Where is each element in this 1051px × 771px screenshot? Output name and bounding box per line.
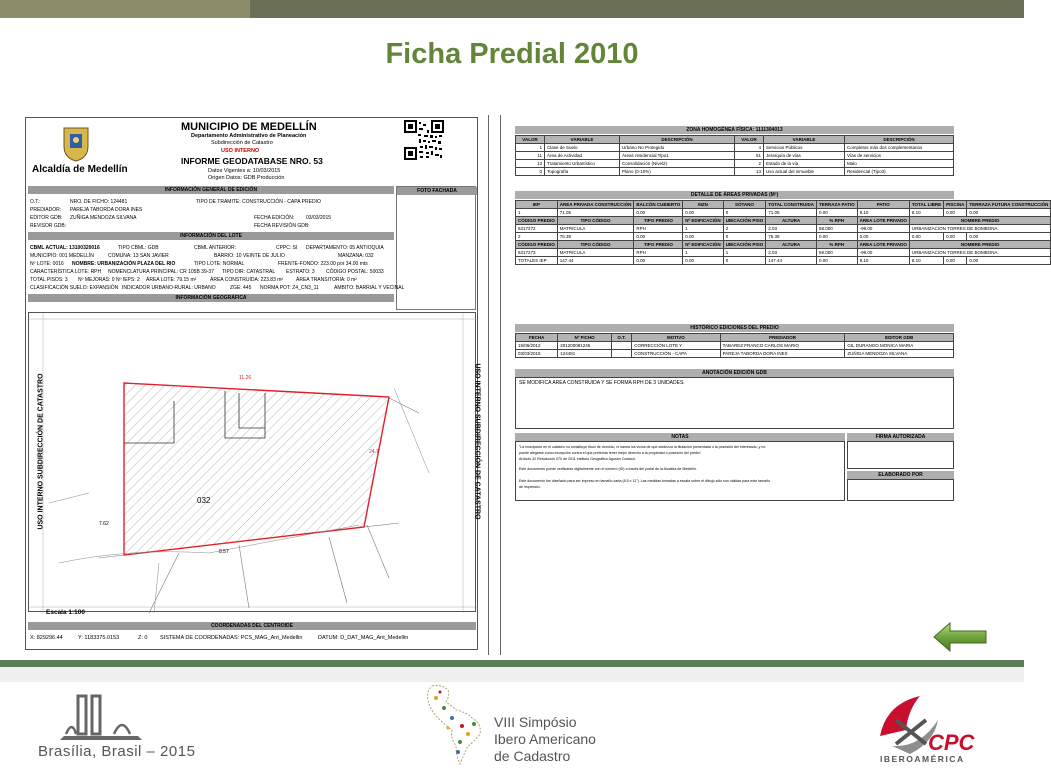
table-cell: Uso actual del inmueble <box>764 168 845 176</box>
right-sheet <box>515 126 1049 506</box>
table-cell: 2 <box>516 233 558 241</box>
top-bar-accent <box>0 0 250 18</box>
firma-box <box>847 441 954 469</box>
divider-line-1 <box>488 115 489 655</box>
table-cell: 1 <box>683 249 723 257</box>
info-lote-header: INFORMACIÓN DEL LOTE <box>28 232 394 240</box>
informe-label: INFORME GEODATABASE NRO. 53 <box>181 156 323 166</box>
tipo-tramite-label: TIPO DE TRÁMITE: CONSTRUCCIÓN - CAPA PREDIO <box>196 199 321 205</box>
coord-z: Z: 0 <box>138 635 148 641</box>
table-header-cell: % RPH <box>816 217 857 225</box>
departamento: DEPARTAMENTO: 05 ANTIOQUIA <box>306 245 384 251</box>
table-cell: 2.03 <box>766 249 817 257</box>
historico-table <box>515 333 954 358</box>
ficha-document <box>25 117 481 650</box>
table-cell: 147.44 <box>557 257 634 265</box>
table-header-cell: Nº EDIFICACIÓN <box>683 241 723 249</box>
notas-title: NOTAS <box>515 433 845 441</box>
table-cell: 0.00 <box>967 257 1051 265</box>
fecha-edicion-label: FECHA EDICIÓN: <box>254 215 295 221</box>
total-pisos: TOTAL PISOS: 3 <box>30 277 68 283</box>
estrato: ESTRATO: 3 <box>286 269 315 275</box>
table-cell: 76.39 <box>557 233 634 241</box>
table-header-cell: TIPO CÓDIGO <box>557 241 634 249</box>
prediador-value: PAREJA TABORDA DORA INES <box>70 207 143 213</box>
table-cell: URBANIZACION TORRES DE BOMBONA <box>909 225 1050 233</box>
tipo-cbml: TIPO CBML: GDB <box>118 245 159 251</box>
table-header-cell: Nº EDIFICACIÓN <box>683 217 723 225</box>
table-cell: 0.00 <box>683 257 723 265</box>
table-header-cell: IEP <box>516 201 558 209</box>
area-transitoria: ÁREA TRANSITORIA: 0 m² <box>296 277 357 283</box>
table-cell: 0 <box>723 257 766 265</box>
nips: Nº IEPS: 2 <box>116 277 140 283</box>
table-cell: Malo <box>845 160 954 168</box>
mejoras: Nº MEJORAS: 0 <box>78 277 115 283</box>
table-row <box>516 249 1051 257</box>
zona-header-cell: VALOR <box>516 136 545 144</box>
table-header-cell: MOTIVO <box>632 334 720 342</box>
table-cell: 8.10 <box>857 257 909 265</box>
table-row <box>516 217 1051 225</box>
zona-header-cell: DESCRIPCIÓN <box>845 136 954 144</box>
table-cell: 0.00 <box>967 233 1051 241</box>
table-cell: Área de Actividad <box>545 152 620 160</box>
table-cell: MATRICULA <box>557 249 634 257</box>
coord-x: X: 829296.44 <box>30 635 63 641</box>
table-cell: 201200081245 <box>558 342 612 350</box>
table-cell: 0.00 <box>634 257 683 265</box>
svg-text:24.7: 24.7 <box>369 449 379 455</box>
table-row <box>516 160 954 168</box>
table-header-cell: TERRAZA FUTURA CONSTRUCCIÓN <box>967 201 1051 209</box>
cbml-anterior: CBML ANTERIOR: <box>194 245 237 251</box>
table-row <box>516 342 954 350</box>
anotacion-box <box>515 377 954 429</box>
table-header-cell: FECHA <box>516 334 558 342</box>
table-cell: 15/06/2012 <box>516 342 558 350</box>
departamento-label: Departamento Administrativo de Planeación <box>191 133 307 139</box>
qr-code <box>404 120 444 160</box>
table-cell: URBANIZACION TORRES DE BOMBONA <box>909 249 1050 257</box>
municipio-row: MUNICIPIO: 001 MEDELLÍN <box>30 253 94 259</box>
zona-header-cell: VALOR <box>735 136 764 144</box>
table-cell: CORRECCIÓN LOTE Y <box>632 342 720 350</box>
totales-row <box>516 257 1051 265</box>
table-cell: Vías de servicios <box>845 152 954 160</box>
table-header-cell: NOMBRE PREDIO <box>909 217 1050 225</box>
table-header-cell: UBICACIÓN PISO <box>723 217 766 225</box>
table-cell: 2 <box>735 160 764 168</box>
cppc: CPPC: SI <box>276 245 298 251</box>
table-header-cell: ALTURA <box>766 241 817 249</box>
table-cell: ZUÑIGA MENDOZA SILVANA <box>845 350 954 358</box>
table-header-cell: O.T. <box>611 334 631 342</box>
divider-line-2 <box>500 115 501 655</box>
table-header-cell: UBICACIÓN PISO <box>723 241 766 249</box>
back-arrow-button[interactable] <box>932 620 988 654</box>
table-cell: 0 <box>723 233 766 241</box>
table-cell: 0.00 <box>967 209 1051 217</box>
notas-line: de impresión. <box>519 485 541 489</box>
table-cell: 61 <box>735 152 764 160</box>
table-cell: RPH <box>634 225 683 233</box>
codigo-postal: CÓDIGO POSTAL: 50033 <box>326 269 384 275</box>
event-line-1: VIII Simpósio <box>494 714 577 730</box>
svg-text:8.57: 8.57 <box>219 549 229 555</box>
event-line-3: de Cadastro <box>494 748 571 764</box>
brasilia-logo <box>56 690 146 740</box>
table-cell: 0 <box>516 168 545 176</box>
table-cell: Topografía <box>545 168 620 176</box>
area-construida: ÁREA CONSTRUIDA: 223.83 m² <box>210 277 284 283</box>
anotacion-text: SE MODIFICA AREA CONSTRUIDA Y SE FORMA RPH DE 3 UNIDADES. <box>519 380 685 386</box>
table-header-cell: % RPH <box>816 241 857 249</box>
table-cell: Completos más dos complementarios <box>845 144 954 152</box>
table-row <box>516 334 954 342</box>
coordenadas-header: COORDENADAS DEL CENTROIDE <box>28 622 476 630</box>
medellin-coat-of-arms <box>62 124 90 162</box>
table-header-cell: CÓDIGO PREDIO <box>516 217 558 225</box>
table-cell: 8.10 <box>909 257 943 265</box>
table-cell: TABAREZ FRANCO CARLOS MARIO <box>720 342 845 350</box>
table-cell: 5317272 <box>516 225 558 233</box>
table-row <box>516 152 954 160</box>
table-cell: 1 <box>516 144 545 152</box>
barrio: BARRIO: 10 VEINTE DE JULIO <box>214 253 285 259</box>
notas-line: puede alegarse como excepción contra el que pretenda tener mejor derecho a la propiedad o posesión del predio". <box>519 451 703 455</box>
table-cell: PAREJA TABORDA DORA INES <box>720 350 845 358</box>
table-cell: Consolidación (Nivel2) <box>620 160 735 168</box>
table-cell <box>611 342 631 350</box>
nomenclatura: NOMENCLATURA PRINCIPAL: CR 105B 39-37 <box>108 269 214 275</box>
arrow-left-icon <box>932 620 988 654</box>
table-cell: 0.00 <box>634 209 683 217</box>
table-header-cell: TIPO PREDIO <box>634 241 683 249</box>
editor-label: EDITOR GDB: <box>30 215 63 221</box>
table-header-cell: Nº FICHO <box>558 334 612 342</box>
zona-header-cell: VARIABLE <box>545 136 620 144</box>
notas-line: Este documento puede verificarse digitalmente con el número (ID) a través del portal de la Alcaldía de Medellín. <box>519 467 697 471</box>
notas-line: Este documento fue diseñado para ser impreso en tamaño carta (8.5 x 11"). Las medidas tomadas a escala sobre el dibujo sólo son válidas para este tamaño <box>519 479 771 483</box>
table-cell: 0.00 <box>944 209 967 217</box>
table-row <box>516 144 954 152</box>
indicador: INDICADOR URBANO-RURAL: URBANO <box>122 285 216 291</box>
table-row <box>516 136 954 144</box>
table-header-cell: NOMBRE PREDIO <box>909 241 1050 249</box>
table-cell: 03/03/2015 <box>516 350 558 358</box>
table-header-cell: TIPO CÓDIGO <box>557 217 634 225</box>
clasificacion: CLASIFICACIÓN SUELO: EXPANSIÓN <box>30 285 119 291</box>
table-cell: 0.00 <box>944 233 967 241</box>
table-cell: Tratamiento Urbanístico <box>545 160 620 168</box>
zona-header-cell: DESCRIPCIÓN <box>620 136 735 144</box>
info-geografica-header: INFORMACIÓN GEOGRÁFICA <box>28 294 394 302</box>
notas-line: "La inscripción en el catastro no constituye título de dominio, ni sanea los vicios de que adolezca la titulación presentada o la posesión del interesado, y no <box>519 445 766 449</box>
footer-location: Brasília, Brasil – 2015 <box>38 743 196 760</box>
uso-interno-label: USO INTERNO <box>221 148 260 154</box>
firma-title: FIRMA AUTORIZADA <box>847 433 954 441</box>
table-cell: Urbano No Protegido <box>620 144 735 152</box>
foto-fachada-box <box>396 186 476 310</box>
table-cell: Residencial (Tipo3) <box>845 168 954 176</box>
table-cell: 76.39 <box>766 233 817 241</box>
table-row <box>516 350 954 358</box>
table-row <box>516 241 1051 249</box>
datum: DATUM: D_DAT_MAG_Ant_Medellin <box>318 635 409 641</box>
table-cell: 1 <box>683 225 723 233</box>
nlote: Nº LOTE: 0016 <box>30 261 64 267</box>
table-cell: 71.05 <box>557 209 634 217</box>
table-cell: 13 <box>735 168 764 176</box>
table-cell: Estado de la vía <box>764 160 845 168</box>
nombre: NOMBRE: URBANIZACIÓN PLAZA DEL RIO <box>72 261 176 267</box>
fecha-edicion-value: 03/03/2015 <box>306 215 332 221</box>
totales-label: TOTALES IEP <box>516 257 558 265</box>
cbml-actual: CBML ACTUAL: 13100320016 <box>30 245 100 251</box>
table-cell: 71.05 <box>766 209 817 217</box>
table-cell: 0.00 <box>816 209 857 217</box>
table-cell: 8.10 <box>857 209 909 217</box>
table-header-cell: MZN <box>683 201 723 209</box>
table-cell: 0.00 <box>816 233 857 241</box>
detalle-table <box>515 200 1051 265</box>
table-header-cell: ALTURA <box>766 217 817 225</box>
svg-text:11.26: 11.26 <box>239 375 252 381</box>
table-cell: RPH <box>634 249 683 257</box>
sistema-coordenadas: SISTEMA DE COORDENADAS: PCS_MAG_Ant_Medellin <box>160 635 303 641</box>
table-row <box>516 209 1051 217</box>
notas-line: Artículo 42 Resolución 070 de 2011 Instituto Geográfico Agustín Codazzi. <box>519 457 636 461</box>
table-cell: 2 <box>723 225 766 233</box>
table-cell: 124481 <box>558 350 612 358</box>
prediador-label: PREDIADOR: <box>30 207 62 213</box>
cpc-iberoamerica-logo <box>876 690 1016 764</box>
table-header-cell: TOTAL LIBRE <box>909 201 943 209</box>
subdireccion-label: Subdirección de Catastro <box>211 140 273 146</box>
table-cell: MATRICULA <box>557 225 634 233</box>
table-header-cell: PREDIADOR <box>720 334 845 342</box>
table-cell <box>611 350 631 358</box>
table-cell: Servicios Públicos <box>764 144 845 152</box>
table-cell: Áreas residencial Tipo1 <box>620 152 735 160</box>
foto-fachada-header: FOTO FACHADA <box>397 187 477 195</box>
escala-label: Escala 1:100 <box>46 609 86 616</box>
table-cell: Jerarquía de vías <box>764 152 845 160</box>
municipio-title: MUNICIPIO DE MEDELLÍN <box>181 121 317 133</box>
slide-title: Ficha Predial 2010 <box>385 38 639 70</box>
tipo-dir: TIPO DIR: CATASTRAL <box>222 269 276 275</box>
table-cell: Plano (0-10%) <box>620 168 735 176</box>
area-lote: ÁREA LOTE: 79.15 m² <box>146 277 197 283</box>
table-header-cell: ÁREA PRIVADA CONSTRUCCIÓN <box>557 201 634 209</box>
table-cell: 0.00 <box>634 233 683 241</box>
fecha-revision-label: FECHA REVISIÓN GDB: <box>254 223 310 229</box>
table-cell: -99.00 <box>857 225 909 233</box>
caracteristica: CARACTERÍSTICA LOTE: RPH <box>30 269 102 275</box>
table-cell: 0.00 <box>816 257 857 265</box>
norma-pot: NORMA POT: Z4_CN3_11 <box>260 285 319 291</box>
table-cell: Clase de Suelo <box>545 144 620 152</box>
table-row <box>516 233 1051 241</box>
table-header-cell: PISCINA <box>944 201 967 209</box>
table-cell: GIL DURANGO MONICA MARIA <box>845 342 954 350</box>
table-header-cell: TOTAL CONSTRUIDA <box>766 201 817 209</box>
table-cell: 11 <box>516 152 545 160</box>
alcaldia-label: Alcaldía de Medellín <box>32 164 128 175</box>
origen-label: Origen Datos: GDB Producción <box>208 175 285 181</box>
table-header-cell: TIPO PREDIO <box>634 217 683 225</box>
side-label-left: USO INTERNO SUBDIRECCIÓN DE CATASTRO <box>37 373 45 530</box>
ambito: AMBITO: BARRIAL Y VECINAL <box>334 285 405 291</box>
table-cell: 13 <box>516 160 545 168</box>
historico-title: HISTÓRICO EDICIONES DEL PREDIO <box>515 324 954 332</box>
table-cell: 0.00 <box>944 257 967 265</box>
table-cell: 0.00 <box>909 233 943 241</box>
table-cell: -99.00 <box>857 249 909 257</box>
table-header-cell: PATIO <box>857 201 909 209</box>
tipo-lote: TIPO LOTE: NORMAL <box>194 261 245 267</box>
table-cell: 1 <box>723 249 766 257</box>
lot-number: 032 <box>197 496 211 505</box>
iberoamerica-logo-text: IBEROAMÉRICA <box>880 754 965 764</box>
table-cell: 147.44 <box>766 257 817 265</box>
manzana: MANZANA: 032 <box>338 253 374 259</box>
datos-vigentes-label: Datos Vigentes a: 10/03/2015 <box>208 168 281 174</box>
coord-y: Y: 1183375.0153 <box>78 635 120 641</box>
zona-header-cell: VARIABLE <box>764 136 845 144</box>
table-cell: 0.00 <box>683 233 723 241</box>
table-cell: 59.000 <box>816 249 857 257</box>
table-cell: 0 <box>723 209 766 217</box>
table-header-cell: EDITOR GDB <box>845 334 954 342</box>
table-row <box>516 201 1051 209</box>
table-header-cell: ÁREA LOTE PRIVADO <box>857 241 909 249</box>
zge: ZGE: 445 <box>230 285 252 291</box>
table-cell: 1 <box>516 209 558 217</box>
zona-table <box>515 135 954 176</box>
revisor-label: REVISOR GDB: <box>30 223 67 229</box>
americas-map-logo <box>422 684 488 766</box>
elaborado-box <box>847 479 954 501</box>
table-cell: 8.10 <box>909 209 943 217</box>
table-header-cell: TERRAZA PATIO <box>816 201 857 209</box>
detalle-title: DETALLE DE ÁREAS PRIVADAS (M²) <box>515 191 954 199</box>
table-header-cell: BALCÓN CUBIERTO <box>634 201 683 209</box>
elaborado-title: ELABORADO POR <box>847 471 954 479</box>
table-row <box>516 225 1051 233</box>
table-header-cell: CÓDIGO PREDIO <box>516 241 558 249</box>
editor-value: ZUÑIGA MENDOZA SILVANA <box>70 215 137 221</box>
table-cell: 0.00 <box>683 209 723 217</box>
notas-box <box>515 441 845 501</box>
table-header-cell: SÓTANO <box>723 201 766 209</box>
table-cell: 4 <box>735 144 764 152</box>
table-cell: 2.03 <box>766 225 817 233</box>
lot-map <box>28 312 476 612</box>
info-general-header: INFORMACIÓN GENERAL DE EDICIÓN <box>28 186 394 194</box>
cpc-logo-text: CPC <box>928 730 975 755</box>
side-label-right: USO INTERNO SUBDIRECCIÓN DE CATASTRO <box>473 363 481 520</box>
footer-line <box>0 660 1024 667</box>
nro-ficha-label: NRO. DE FICHO: 124481 <box>70 199 128 205</box>
table-row <box>516 168 954 176</box>
frente-fondo: FRENTE-FONDO: 223.00 por 34.00 mts <box>278 261 368 267</box>
event-line-2: Ibero Americano <box>494 731 596 747</box>
table-cell: 5317273 <box>516 249 558 257</box>
table-cell: CONSTRUCCIÓN - CAPA <box>632 350 720 358</box>
comuna: COMUNA: 13 SAN JAVIER <box>108 253 169 259</box>
table-cell: 0.00 <box>857 233 909 241</box>
anotacion-title: ANOTACIÓN EDICIÓN GDB <box>515 369 954 377</box>
table-cell: 58.000 <box>816 225 857 233</box>
svg-text:7.62: 7.62 <box>99 521 109 527</box>
ot-label: O.T.: <box>30 199 41 205</box>
table-header-cell: ÁREA LOTE PRIVADO <box>857 217 909 225</box>
zona-title: ZONA HOMOGÉNEA FÍSICA: 1111304013 <box>515 126 954 134</box>
